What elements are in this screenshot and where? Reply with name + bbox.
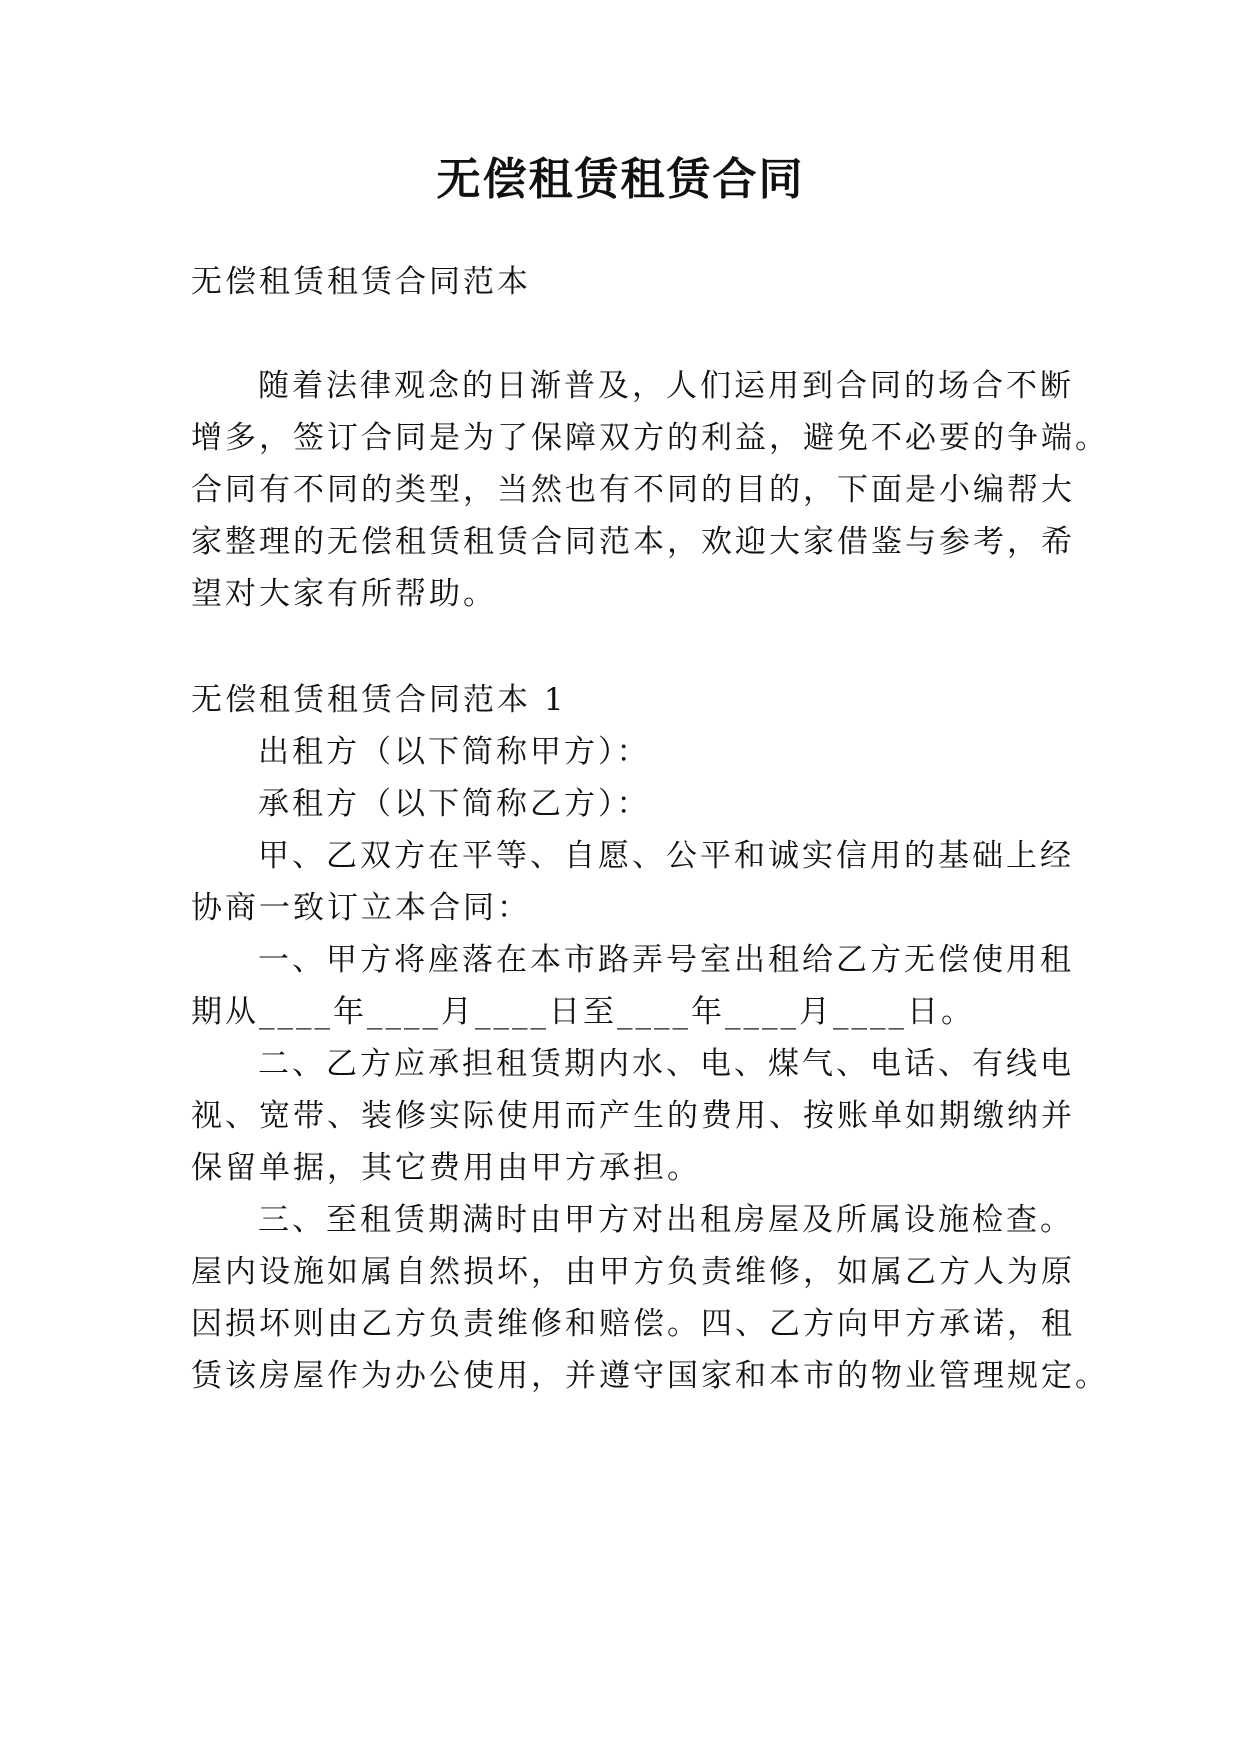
clause-line-13: 赁该房屋作为办公使用，并遵守国家和本市的物业管理规定。 [191, 1358, 1109, 1394]
clause-line-6: 期从____年____月____日至____年____月____日。 [191, 994, 975, 1030]
clause-line-7: 二、乙方应承担租赁期内水、电、煤气、电话、有线电 [258, 1046, 1074, 1082]
clause-line-4: 协商一致订立本合同： [191, 890, 531, 926]
clause-line-12: 因损坏则由乙方负责维修和赔偿。四、乙方向甲方承诺，租 [191, 1306, 1075, 1342]
clause-line-3: 甲、乙双方在平等、自愿、公平和诚实信用的基础上经 [258, 838, 1074, 874]
clause-line-2: 承租方（以下简称乙方）： [258, 786, 651, 822]
document-subtitle: 无偿租赁租赁合同范本 [191, 264, 531, 300]
clause-line-9: 保留单据，其它费用由甲方承担。 [191, 1150, 701, 1186]
intro-line-4: 家整理的无偿租赁租赁合同范本，欢迎大家借鉴与参考，希 [191, 524, 1075, 560]
intro-line-2: 增多，签订合同是为了保障双方的利益，避免不必要的争端。 [191, 420, 1109, 456]
intro-line-5: 望对大家有所帮助。 [191, 576, 497, 612]
clause-line-1: 出租方（以下简称甲方）： [258, 734, 651, 770]
clause-line-11: 屋内设施如属自然损坏，由甲方负责维修，如属乙方人为原 [191, 1254, 1075, 1290]
clause-line-10: 三、至租赁期满时由甲方对出租房屋及所属设施检查。 [258, 1202, 1074, 1238]
clause-line-8: 视、宽带、装修实际使用而产生的费用、按账单如期缴纳并 [191, 1098, 1075, 1134]
section-heading: 无偿租赁租赁合同范本 1 [191, 682, 567, 718]
intro-line-1: 随着法律观念的日渐普及，人们运用到合同的场合不断 [258, 368, 1074, 404]
intro-line-3: 合同有不同的类型，当然也有不同的目的，下面是小编帮大 [191, 472, 1075, 508]
document-title: 无偿租赁租赁合同 [436, 154, 805, 205]
clause-line-5: 一、甲方将座落在本市路弄号室出租给乙方无偿使用租 [258, 942, 1074, 978]
